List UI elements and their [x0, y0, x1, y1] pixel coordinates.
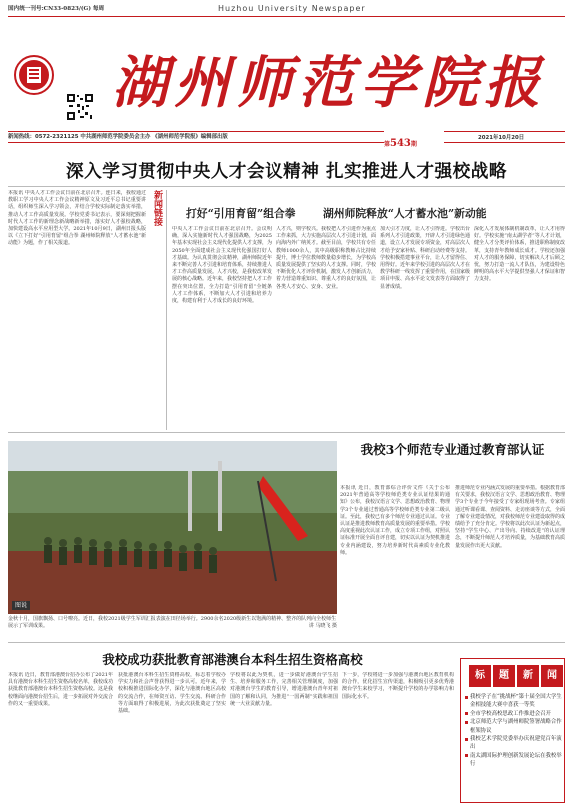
headline-box-title-char: 新	[517, 665, 539, 687]
column-rule	[166, 190, 167, 430]
article1-subheadline-right: 湖州师院释放“人才蓄水池”新动能	[323, 207, 487, 220]
headline-box-title-char: 闻	[541, 665, 563, 687]
news-link-tag: 新闻链接	[152, 190, 162, 226]
article2-col2: 推进师范专业内涵式发展的重要举措。根据教育部有关要求，我校汉语言文学、思想政治教育、物理学3个专业于今年接受了专家组现场考查。专家组通过听课看课、查阅资料、走访座谈等方式，全面了解专业建设情况，对我校师范专业建设取得的成绩给予了充分肯定。学校将以此次认证为新起点，坚持“学生中心、产出导向、持续改进”的认证理念，不断提升师范人才培养质量，为基础教育高质量发展作出更大贡献。	[455, 485, 565, 549]
headline-item[interactable]: 全市学校高校思政工作推进会召开	[464, 710, 563, 718]
military-training-photo	[8, 441, 337, 614]
headline-news-box	[460, 658, 565, 803]
training-photo-image	[8, 441, 337, 614]
issue-prefix: 第	[384, 141, 391, 148]
article3-col1: 本报讯 近日，教育部港澳台招办公布了2021年具有港澳台本科生招生资格高校名单，我校成功获批教育部港澳台本科生招生资格高校。这是我校继面向港澳台招生后，进一步拓展对外交流合作的又一重要成果。	[8, 672, 113, 707]
issue-number: 543	[390, 138, 411, 149]
article1-col5: 深化人才发展体制机制改革，让人才用得好。学校实施“南太湖学者”等人才计划，健全人才分类评价体系，推进职称制度改革，支持青年教师成长成才。学校还加强对人才的服务保障，切实解决人才后顾之忧，努力打造一流人才队伍，为建设特色鲜明的高水平大学提供坚强人才保证和智力支持。	[474, 226, 565, 283]
section-divider	[8, 186, 565, 187]
headline-item[interactable]: 南太湖国际护理创新发展论坛在我校举行	[464, 752, 563, 769]
article1-subheadline-left: 打好“引用育留”组合拳	[186, 207, 296, 220]
issue-date: 2021年10月20日	[478, 135, 525, 141]
article2-headline: 我校3个师范专业通过教育部认证	[360, 442, 545, 457]
article2-body: 本报讯 近日，教育部综合评价文件《关于公布2021年普通高等学校师范类专业认证结果的通知》公布，我校汉语言文学、思想政治教育、物理学3个专业通过普通高等学校师范类专业第二级认证。至此，我校已有多个师范专业通过认证。专业认证是推进教师教育高质量发展的重要举措。学校高度重视此次认证工作，成立专项工作组，对照认证标准开展全面自评自建，切实以认证为契机推进专业内涵建设，努力培养新时代高素质专业化教师。	[340, 485, 450, 556]
headline-box-title-char: 题	[493, 665, 515, 687]
photo-label: 图说	[12, 601, 30, 610]
info-bar-text: 新闻热线：0572-2321125 中共湖州师范学院委员会主办 《湖州师范学院报》编辑部出版	[8, 134, 228, 140]
publication-info: 国内统一刊号:CN33-0823/(G) 每周	[8, 6, 105, 12]
caption-text: 金秋十月，国旗飘扬、口号嘹亮。近日，我校2021级学生军训汇报表演在田径场举行。2900余名2020级新生以饱满的精神、整齐的队列向全校师生展示了军训成果。	[8, 616, 337, 630]
issue-suffix: 期	[410, 141, 417, 148]
headline-list	[464, 693, 563, 769]
site-english-name: Huzhou University Newspaper	[218, 4, 366, 13]
headline-box-title-char: 标	[469, 665, 491, 687]
section-divider	[8, 642, 565, 643]
section-divider	[8, 432, 565, 433]
headline-item[interactable]: 我校学子在“挑战杯”第十届全国大学生金相技能大赛中喜获一等奖	[464, 693, 563, 710]
article3-col2: 获批港澳台本科生招生资格高校，标志着学校办学实力和社会声誉获得进一步认可。近年来，学校积极推进国际化办学，深化与港澳台地区高校的交流合作，在师资互访、学生交流、科研合作等方面取得了积极进展，为此次获批奠定了坚实基础。	[118, 672, 226, 715]
photo-credit: 讲 马晓飞 摄	[308, 623, 337, 630]
logo-emblem-icon	[16, 57, 52, 93]
article1-col4: 加大引才力度，让人才引得进。学校出台系列人才引进政策，开辟人才引进绿色通道，设立人才发展专项资金，对高层次人才给予安家补贴、科研启动经费等支持。学校积极搭建事业平台，让人才留得住、用得好。近年来学校引进的高层次人才在教学科研一线发挥了重要作用，在国家级项目申报、高水平论文发表等方面取得了显著成绩。	[380, 226, 470, 290]
headline-item[interactable]: 北京师范大学与湖州师院签署战略合作框架协议	[464, 718, 563, 735]
masthead-title: 湖州师范学院报	[112, 50, 546, 116]
photo-caption	[8, 616, 337, 630]
qr-code-icon	[66, 93, 94, 121]
article1-col3: 人才兴，则学校兴。我校把人才引进作为重点工作来抓，大力实施高层次人才引进计划，面向海内外广纳英才。截至目前，学校共有专任教师1000余人，其中高级职称教师占比持续提升，博士学位教师数量稳步增长，为学校高质量发展提供了坚实的人才支撑。同时，学校不断优化人才评价机制，激发人才创新活力，着力营造尊重知识、尊重人才的良好氛围，让各类人才安心、安身、安业。	[276, 226, 376, 290]
lead-headline: 深入学习贯彻中央人才会议精神 扎实推进人才强校战略	[66, 161, 507, 182]
article3-col3: 学校将以此为契机，进一步做好港澳台学生招生、培养和服务工作，完善相关管理制度，加强对港澳台学生的教育引导，增进港澳台青年对祖国的了解和认同，为推进“一国两制”实践和祖国统一大业贡献力量。	[230, 672, 338, 707]
university-logo	[14, 55, 54, 95]
headline-item[interactable]: 我校艺术学院党委举办庆祝建党百年演出	[464, 735, 563, 752]
top-rule	[8, 16, 565, 17]
article3-col4: 下一步，学校将进一步加强与港澳台地区教育机构的合作，优化招生宣传渠道，积极吸引更多优秀港澳台学生来校学习，不断提升学校的办学影响力和国际化水平。	[342, 672, 454, 700]
article3-headline: 我校成功获批教育部港澳台本科生招生资格高校	[102, 652, 363, 667]
issue-box	[384, 131, 444, 149]
article1-body: 本报讯 中央人才工作会议日前在北京召开。连日来，我校通过教职工学习中央人才工作会议精神原文及习近平总书记重要讲话，组织师生深入学习领会，并结合学校实际制定落实举措，推动人才工作高质量发展。学校党委书记表示，要深刻把握新时代人才工作的新理念新战略新举措，落实好人才强校战略，加快建设高水平应用型大学。2021年10月9日，湖州日报头版以《立下打好“引用育留”组合拳 湖州师院释放“人才蓄水池”新动能》为题，作了相关报道。	[8, 190, 146, 247]
article1-col2: 中央人才工作会议日前在北京召开。会议明确，深入实施新时代人才强国战略，为2025年基本实现社会主义现代化提供人才支撑，为2050年全面建成社会主义现代化强国打好人才基础。为认真贯彻会议精神，湖州师院近年来不断完善人才引进和培育体系，持续推进人才工作高质量发展。人才兴校，是我校改革发展的核心战略。近年来，我校坚持把人才工作摆在突出位置，全力打造“引用育留”全链条人才工作体系，不断加大人才引进和培养力度，构建有利于人才成长的良好环境。	[172, 226, 272, 305]
